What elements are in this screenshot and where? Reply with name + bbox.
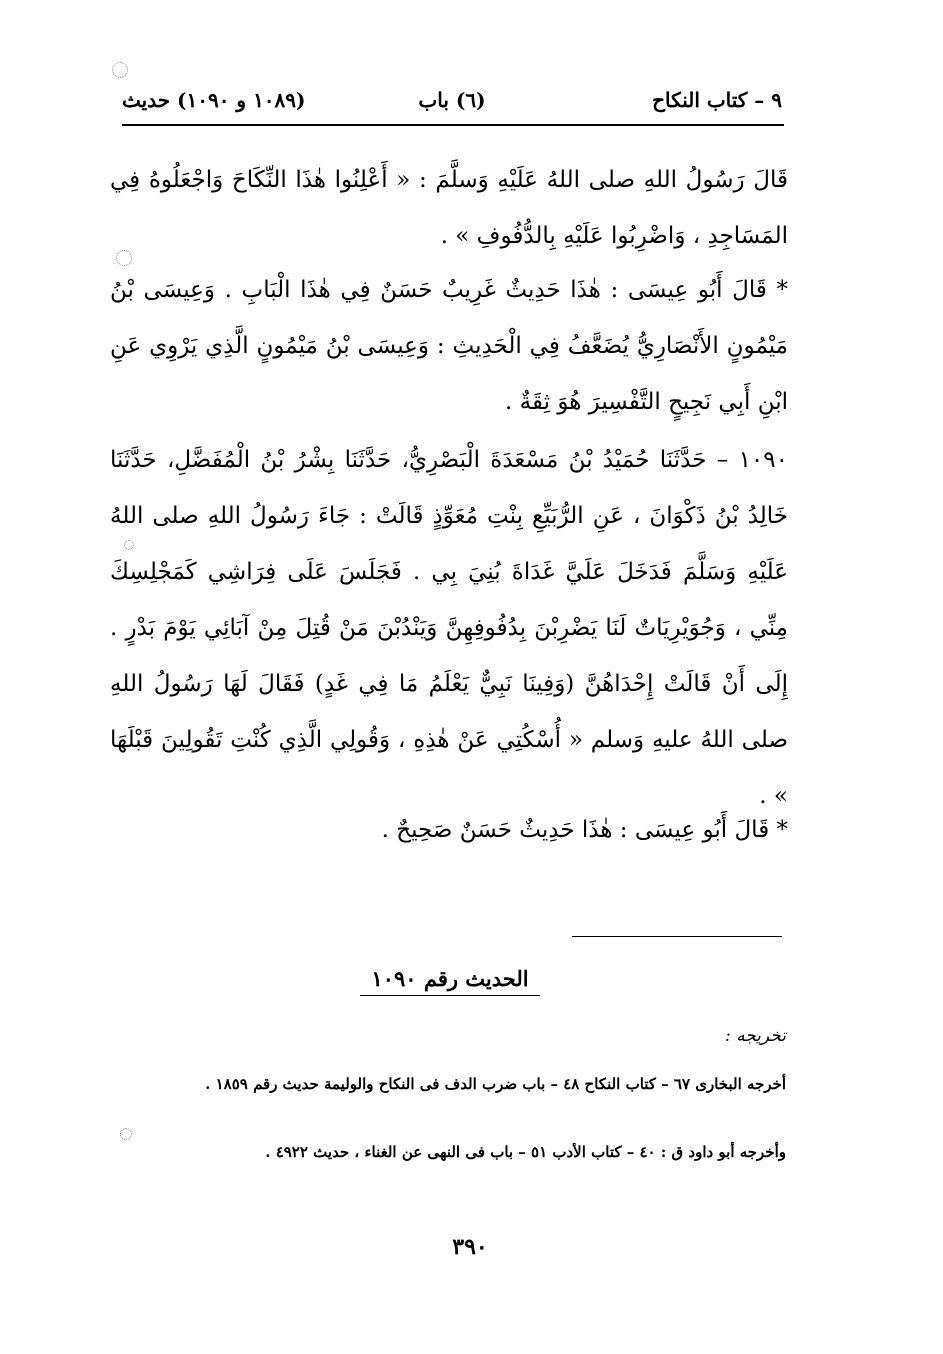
- running-header: [122, 84, 782, 120]
- footnote-label: تخريجه :: [724, 1026, 786, 1046]
- header-chapter: ٩ – كتاب النكاح: [652, 88, 782, 112]
- paragraph-hadith-1090: ١٠٩٠ – حَدَّثَنَا حُمَيْدُ بْنُ مَسْعَدَةَ الْبَصْرِيُّ، حَدَّثَنَا بِشْرُ بْنُ الْمُفَضَّلِ، حَدَّثَنَا خَالِدُ بْنُ ذَكْوَانَ ، عَنِ الرُّبَيِّعِ بِنْتِ مُعَوِّذٍ قَالَتْ : جَاءَ رَسُولُ اللهِ صلى اللهُ عَلَيْهِ وَسَلَّمَ فَدَخَلَ عَلَيَّ غَدَاةَ بُنِيَ بِي . فَجَلَسَ عَلَى فِرَاشِي كَمَجْلِسِكَ مِنِّي ، وَجُوَيْرِيَاتٌ لَنَا يَضْرِبْنَ بِدُفُوفِهِنَّ وَيَنْدُبْنَ مَنْ قُتِلَ مِنْ آبَائِي يَوْمَ بَدْرٍ . إِلَى أَنْ قَالَتْ إِحْدَاهُنَّ (وَفِينَا نَبِيٌّ يَعْلَمُ مَا فِي غَدٍ) فَقَالَ لَهَا رَسُولُ اللهِ صلى اللهُ عليهِ وَسلم « أُسْكُتِي عَنْ هٰذِهِ ، وَقُولِي الَّذِي كُنْتِ تَقُولِينَ قَبْلَهَا » .: [110, 447, 788, 809]
- paragraph-abu-isa-comment: * قَالَ أَبُو عِيسَى : هٰذَا حَدِيثٌ غَرِيبٌ حَسَنٌ فِي هٰذَا الْبَابِ . وَعِيسَى بْنُ مَيْمُونٍ الأَنْصَارِيُّ يُضَعَّفُ فِي الْحَدِيثِ : وَعِيسَى بْنُ مَيْمُونٍ الَّذِي يَرْوِي عَنِ ابْنِ أَبِي نَجِيحٍ التَّفْسِيرَ هُوَ ثِقَةٌ .: [110, 277, 788, 415]
- footnote-item: وأخرجه أبو داود ق : ٤٠ – كتاب الأدب ٥١ – باب فى النهى عن الغناء ، حديث ٤٩٢٢ .: [265, 1143, 786, 1161]
- scan-artifact: [112, 62, 128, 78]
- paragraph-abu-isa-grading: * قَالَ أَبُو عِيسَى : هٰذَا حَدِيثٌ حَسَنٌ صَحِيحٌ .: [381, 817, 788, 843]
- scan-artifact: [120, 1128, 132, 1140]
- header-rule: [122, 124, 784, 126]
- scan-artifact: [124, 540, 134, 550]
- scan-artifact: [116, 250, 132, 266]
- header-hadith-range: (١٠٨٩ و ١٠٩٠) حديث: [122, 88, 306, 112]
- page-number: ٣٩٠: [452, 1234, 488, 1260]
- header-section: (٦) باب: [418, 88, 486, 112]
- footnote-item: أخرجه البخارى ٦٧ – كتاب النكاح ٤٨ – باب ضرب الدف فى النكاح والوليمة حديث رقم ١٨٥٩ .: [205, 1075, 786, 1093]
- paragraph-hadith-text: قَالَ رَسُولُ اللهِ صلى اللهُ عَلَيْهِ وَسلَّمَ : « أَعْلِنُوا هٰذَا النِّكَاحَ وَاجْعَلُوهُ فِي المَسَاجِدِ ، وَاضْرِبُوا عَلَيْهِ بِالدُّفُوفِ » .: [110, 167, 788, 249]
- footnote-rule: [572, 936, 782, 937]
- footnote-heading: الحديث رقم ١٠٩٠: [360, 966, 540, 996]
